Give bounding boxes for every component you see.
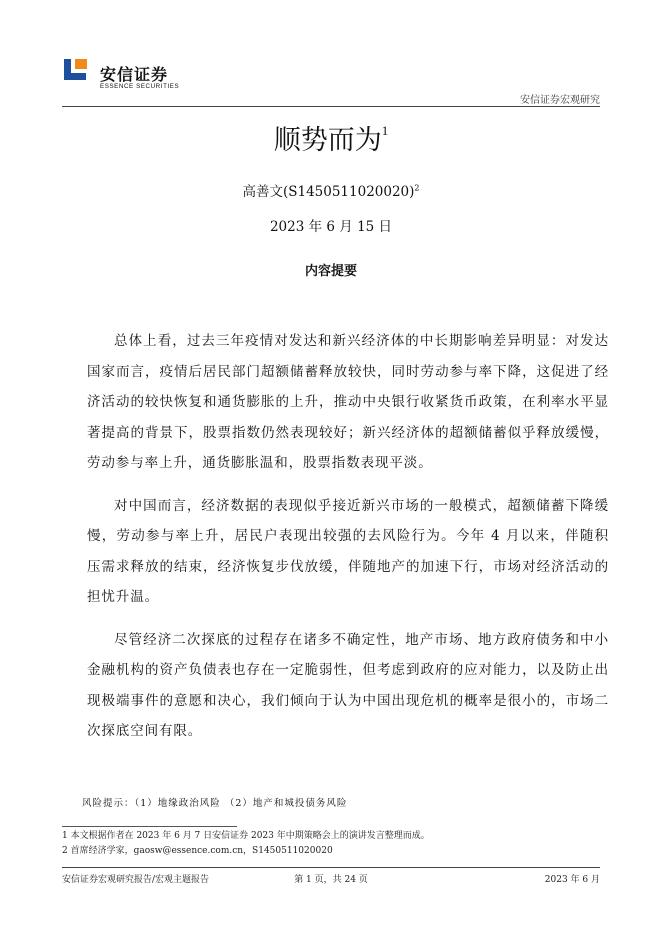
title-footnote-mark: 1 — [381, 123, 389, 138]
author-name: 高善文(S1450511020020) — [242, 184, 415, 200]
footer-date: 2023 年 6 月 — [544, 875, 600, 885]
summary-paragraph: 对中国而言，经济数据的表现似乎接近新兴市场的一般模式，超额储蓄下降缓慢，劳动参与率上升，居民户表现出较强的去风险行为。今年 4 月以来，伴随积压需求释放的结束，经济恢复步伐放缓，伴随地产的加速下行，市场对经济活动的担忧升温。 — [87, 497, 609, 605]
footnote-divider — [62, 826, 237, 827]
company-logo — [62, 55, 212, 95]
footnote-item: 2 首席经济学家，gaosw@essence.com.cn，S1450511020020 — [62, 846, 333, 856]
summary-paragraph: 尽管经济二次探底的过程存在诸多不确定性，地产市场、地方政府债务和中小金融机构的资产负债表也存在一定脆弱性，但考虑到政府的应对能力，以及防止出现极端事件的意愿和决心，我们倾向于认为中国出现危机的概率是很小的，市场二次探底空间有限。 — [87, 631, 609, 739]
header-department: 安信证券宏观研究 — [520, 95, 600, 106]
footnote-item: 1 本文根据作者在 2023 年 6 月 7 日安信证券 2023 年中期策略会上的演讲发言整理而成。 — [62, 831, 430, 841]
essence-logo-icon — [62, 55, 96, 85]
header-divider — [62, 106, 600, 107]
footnotes — [62, 829, 430, 859]
title-text: 顺势而为 — [273, 125, 382, 156]
brand-name-cn: 安信证券 — [100, 65, 169, 84]
summary-paragraph: 总体上看，过去三年疫情对发达和新兴经济体的中长期影响差异明显：对发达国家而言，疫情后居民部门超额储蓄释放较快，同时劳动参与率下降，这促进了经济活动的较快恢复和通货膨胀的上升，推动中央银行收紧货币政策，在利率水平显著提高的背景下，股票指数仍然表现较好；新兴经济体的超额储蓄似乎释放缓慢，劳动参与率上升，通货膨胀温和，股票指数表现平淡。 — [87, 333, 609, 471]
footer-page-number: 第 1 页，共 24 页 — [294, 875, 368, 885]
section-heading: 内容提要 — [304, 264, 357, 279]
author-footnote-mark: 2 — [414, 183, 420, 193]
author-line — [0, 180, 662, 200]
brand-name-en: ESSENCE SECURITIES — [100, 83, 180, 90]
footer-report-type: 安信证券宏观研究报告/宏观主题报告 — [62, 875, 210, 885]
publish-date: 2023 年 6 月 15 日 — [269, 219, 393, 235]
footer-divider — [62, 867, 600, 868]
summary-body — [87, 326, 609, 759]
risk-note: 风险提示：（1）地缘政治风险 （2）地产和城投债务风险 — [82, 798, 348, 809]
document-title — [0, 118, 662, 157]
